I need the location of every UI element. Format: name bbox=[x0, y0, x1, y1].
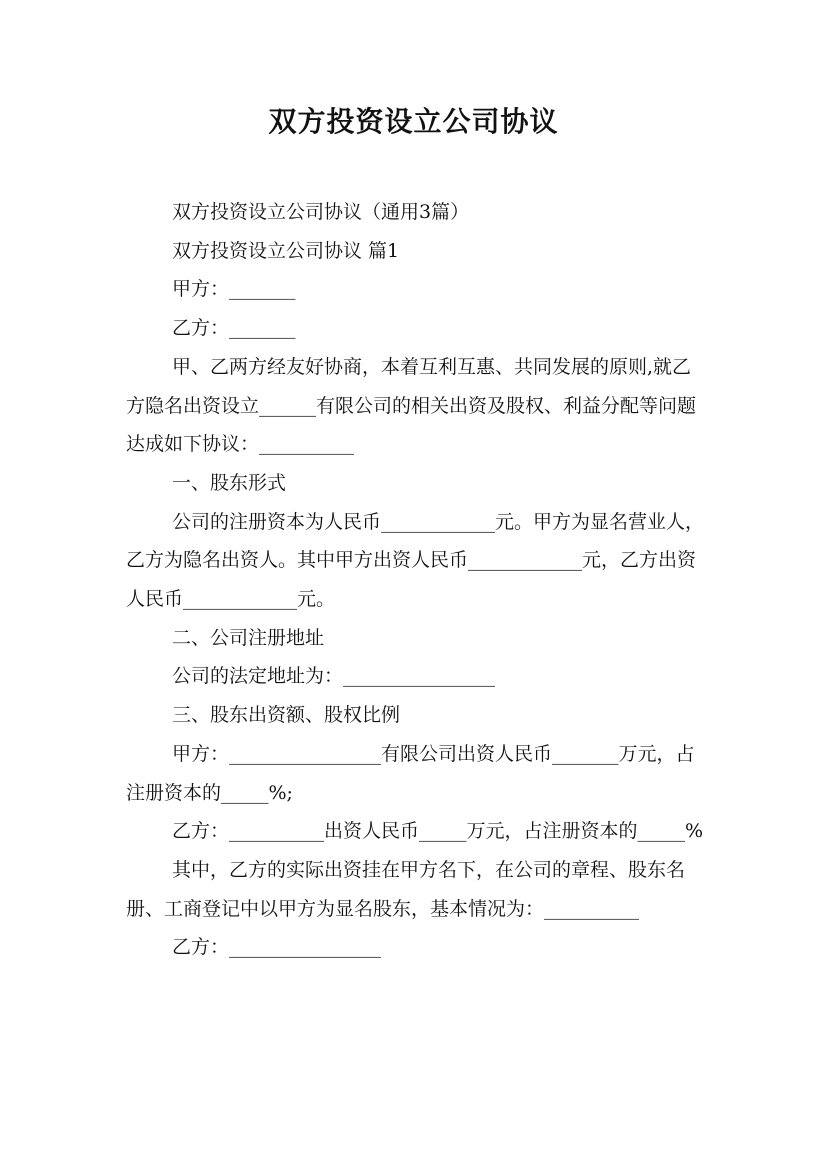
paragraph-1: 双方投资设立公司协议（通用3篇） bbox=[172, 201, 470, 223]
document-title: 双方投资设立公司协议 bbox=[268, 105, 559, 138]
paragraph-11: 甲方：________________有限公司出资人民币_______万元，占注册资本的_____%; bbox=[126, 742, 695, 804]
paragraph-5: 甲、乙两方经友好协商，本着互利互惠、共同发展的原则,就乙方隐名出资设立______有限公司的相关出资及股权、利益分配等问题达成如下协议：__________ bbox=[126, 355, 697, 456]
paragraph-4: 乙方：_______ bbox=[172, 317, 296, 340]
paragraph-12: 乙方：__________出资人民币_____万元，占注册资本的_____% bbox=[172, 820, 704, 843]
paragraph-2: 双方投资设立公司协议 篇1 bbox=[172, 239, 400, 262]
paragraph-13: 其中，乙方的实际出资挂在甲方名下，在公司的章程、股东名册、工商登记中以甲方为显名股东，基本情况为：__________ bbox=[126, 858, 686, 920]
paragraph-7: 公司的注册资本为人民币____________元。甲方为显名营业人，乙方为隐名出资人。其中甲方出资人民币____________元，乙方出资人民币____________元。 bbox=[126, 510, 705, 611]
paragraph-10: 三、股东出资额、股权比例 bbox=[172, 704, 401, 727]
paragraph-9: 公司的法定地址为：________________ bbox=[172, 665, 496, 688]
paragraph-3: 甲方：_______ bbox=[172, 278, 296, 301]
paragraph-8: 二、公司注册地址 bbox=[172, 626, 325, 649]
paragraph-14: 乙方：________________ bbox=[172, 936, 382, 959]
paragraph-6: 一、股东形式 bbox=[172, 471, 287, 494]
document-body bbox=[126, 193, 704, 967]
